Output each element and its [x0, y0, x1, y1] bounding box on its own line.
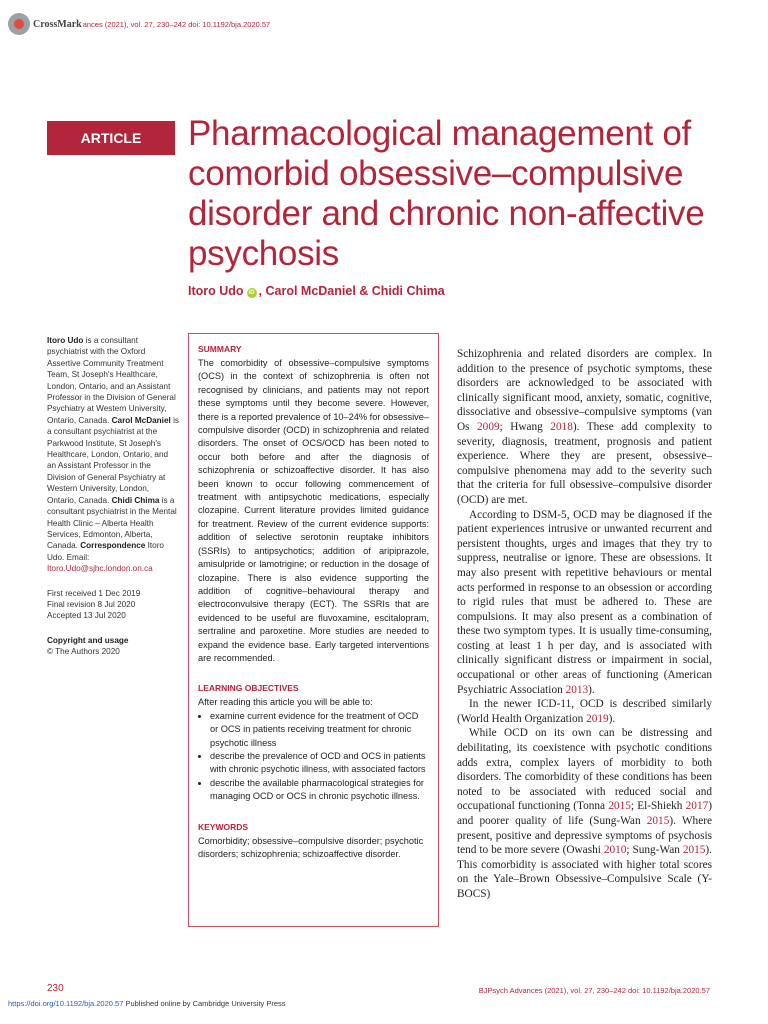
- footer-doi-line: [8, 999, 286, 1008]
- body-text: While OCD on its own can be distressing and debilitating, its coexistence with psychotic conditions adds extra, complex layers of morbidity to both disorders. The comorbidity of these conditions has been noted to be associated with reduced social and occupational functioning (Tonna: [457, 727, 712, 813]
- summary-text: The comorbidity of obsessive–compulsive symptoms (OCS) in the context of schizophrenia is often not recognised by clinicians, and patients may not report these symptoms until they become severe. However, there is a reported prevalence of 10–24% for obsessive–compulsive disorder (OCD) in schizophrenia and related disorders. The onset of OCS/OCD has been noted to occur both before and after the diagnosis of schizophrenia or schizoaffective disorder. It has also been known to occur following commencement of treatment with antipsychotic medications, especially clozapine. Current literature provides limited guidance for treatment. Review of the current evidence supports: addition of selective serotonin reuptake inhibitors (SSRIs) to antipsychotics; addition of aripiprazole, amisulpride or lamotrigine; or reduction in the dosage of clozapine. There is also evidence supporting the addition of cognitive–behavioural therapy and electroconvulsive therapy (ECT). The SSRIs that are evidenced to be useful are fluvoxamine, escitalopram, sertraline and paroxetine. More studies are needed to expand the evidence base. Early targeted interventions are recommended.: [198, 358, 429, 663]
- copyright-block: [47, 635, 179, 658]
- page-number: 230: [47, 983, 64, 994]
- learning-objectives-heading: LEARNING OBJECTIVES: [198, 683, 299, 694]
- header-citation: ances (2021), vol. 27, 230–242 doi: 10.1192/bja.2020.57: [82, 19, 271, 29]
- body-column: [457, 347, 712, 902]
- body-text: ; Sung-Wan: [626, 844, 683, 857]
- author-name-1: Itoro Udo: [47, 336, 84, 345]
- citation-link[interactable]: 2010: [603, 844, 627, 857]
- body-text: ).: [588, 683, 595, 696]
- body-text: Schizophrenia and related disorders are complex. In addition to the presence of psychotic symptoms, these disorders are acknowledged to be associated with clinically significant mood, anxiety, somatic, cognitive, dissociative and obsessive–compulsive symptoms (van Os: [457, 348, 712, 433]
- author-info: [47, 335, 179, 575]
- body-text: ) and poorer quality of life (Sung-Wan: [457, 800, 712, 827]
- body-text: In the newer ICD-11, OCD is described similarly (World Health Organization: [457, 698, 712, 725]
- body-text: ). Where present, positive and depressive symptoms of psychosis tend to be more severe (Owashi: [457, 815, 712, 857]
- learning-objectives-list: [198, 710, 429, 804]
- citation-link[interactable]: 2018: [550, 420, 573, 433]
- body-paragraph-4: [457, 726, 712, 901]
- correspondence-label: Correspondence: [80, 541, 146, 551]
- learning-objective-item: • examine current evidence for the treatment of OCD or OCS in patients receiving treatment for chronic psychotic illness: [210, 710, 429, 750]
- summary-heading: SUMMARY: [198, 344, 242, 354]
- orcid-icon[interactable]: iD: [248, 290, 255, 296]
- body-paragraph-1: [457, 347, 712, 508]
- copyright-heading: Copyright and usage: [47, 635, 129, 645]
- citation-link[interactable]: 2013: [565, 683, 589, 696]
- published-note: Published online by Cambridge University Press: [123, 999, 286, 1008]
- citation-link[interactable]: 2015: [682, 844, 706, 857]
- citation-link[interactable]: 2017: [685, 800, 709, 813]
- citation-link[interactable]: 2019: [586, 712, 609, 725]
- body-text: ). This comorbidity is associated with higher total scores on the Yale–Brown Obsessive–Compulsive Scale (Y-BOCS): [457, 844, 712, 900]
- correspondence-email-link[interactable]: Itoro.Udo@sjhc.london.on.ca: [47, 564, 153, 574]
- body-text: ).: [608, 712, 616, 725]
- author-name-2: Carol McDaniel: [111, 415, 171, 425]
- body-paragraph-2: [457, 508, 712, 698]
- author-bio-2: is a consultant psychiatrist at the Parkwood Institute, St Joseph's Healthcare, London, Ontario, and an Assistant Professor in the Division of General Psychiatry at Western University, London, Ontario, Canada.: [47, 415, 179, 505]
- author-bio-3: is a consultant psychiatrist in the Mental Health Clinic – Alberta Health Services, Edmonton, Alberta, Canada.: [47, 495, 177, 551]
- author-name-3: Chidi Chima: [111, 495, 160, 505]
- citation-link[interactable]: 2009: [477, 420, 500, 433]
- copyright-text: © The Authors 2020: [47, 647, 120, 657]
- author-list: [188, 284, 445, 298]
- author-first: Itoro Udo: [188, 284, 244, 298]
- crossmark-icon[interactable]: [8, 13, 30, 35]
- article-dates: [47, 588, 179, 622]
- citation-link[interactable]: 2015: [608, 800, 631, 813]
- doi-link[interactable]: https://doi.org/10.1192/bja.2020.57: [8, 999, 124, 1008]
- keywords-text: Comorbidity; obsessive–compulsive disorder; psychotic disorders; schizophrenia; schizoaffective disorder.: [198, 835, 424, 859]
- body-text: ; El-Shiekh: [630, 800, 686, 813]
- crossmark-label[interactable]: CrossMark: [33, 18, 82, 30]
- body-text: ). These add complexity to severity, diagnosis, treatment, prognosis and patient experience. Where they are present, obsessive–compulsive phenomena may add to the severity such that the criteria for full obsessive–compulsive disorder (OCD) are met.: [457, 420, 712, 506]
- date-received: First received 1 Dec 2019: [47, 588, 141, 598]
- date-revised: Final revision 8 Jul 2020: [47, 599, 136, 609]
- author-bio-1: is a consultant psychiatrist with the Oxford Assertive Community Treatment Team, St Joseph's Healthcare, London, Ontario, and an Assistant Professor in the Division of General Psychiatry at Western University, Ontario, Canada.: [47, 336, 176, 425]
- date-accepted: Accepted 13 Jul 2020: [47, 611, 126, 621]
- learning-objective-item: • describe the available pharmacological strategies for managing OCD or OCS in chronic psychotic illness.: [210, 777, 429, 804]
- keywords-heading: KEYWORDS: [198, 821, 249, 832]
- summary-box: [188, 333, 439, 927]
- crossmark-bar: [8, 12, 270, 36]
- correspondence-text: Itoro Udo. Email:: [47, 541, 164, 562]
- body-text: According to DSM-5, OCD may be diagnosed if the patient experiences intrusive or unwanted recurrent and persistent thoughts, urges and images that they try to suppress, neutralise or ignore. These are obsessions. It may also present with repetitive behaviours or mental acts performed in response to an obsession or according to rigid rules that must be adhered to. These are compulsions. It may also present as a combination of these two symptom types. It is usually time-consuming, costing at least 1 h per day, and is associated with clinically significant distress or impairment in social, occupational or other areas of functioning (American Psychiatric Association: [457, 508, 712, 696]
- body-paragraph-3: [457, 697, 712, 726]
- footer-journal-citation: BJPsych Advances (2021), vol. 27, 230–242 doi: 10.1192/bja.2020.57: [478, 986, 710, 995]
- body-text: ; Hwang: [499, 420, 551, 433]
- article-type-badge: ARTICLE: [47, 121, 175, 155]
- author-sidebar: [47, 335, 179, 671]
- citation-link[interactable]: 2015: [646, 815, 670, 827]
- author-rest: , Carol McDaniel & Chidi Chima: [258, 284, 445, 298]
- article-title: Pharmacological management of comorbid obsessive–compulsive disorder and chronic non-affective psychosis: [188, 114, 705, 273]
- learning-objective-item: • describe the prevalence of OCD and OCS in patients with chronic psychotic illness, with associated factors: [210, 750, 429, 777]
- learning-objectives-intro: After reading this article you will be able to:: [198, 697, 373, 708]
